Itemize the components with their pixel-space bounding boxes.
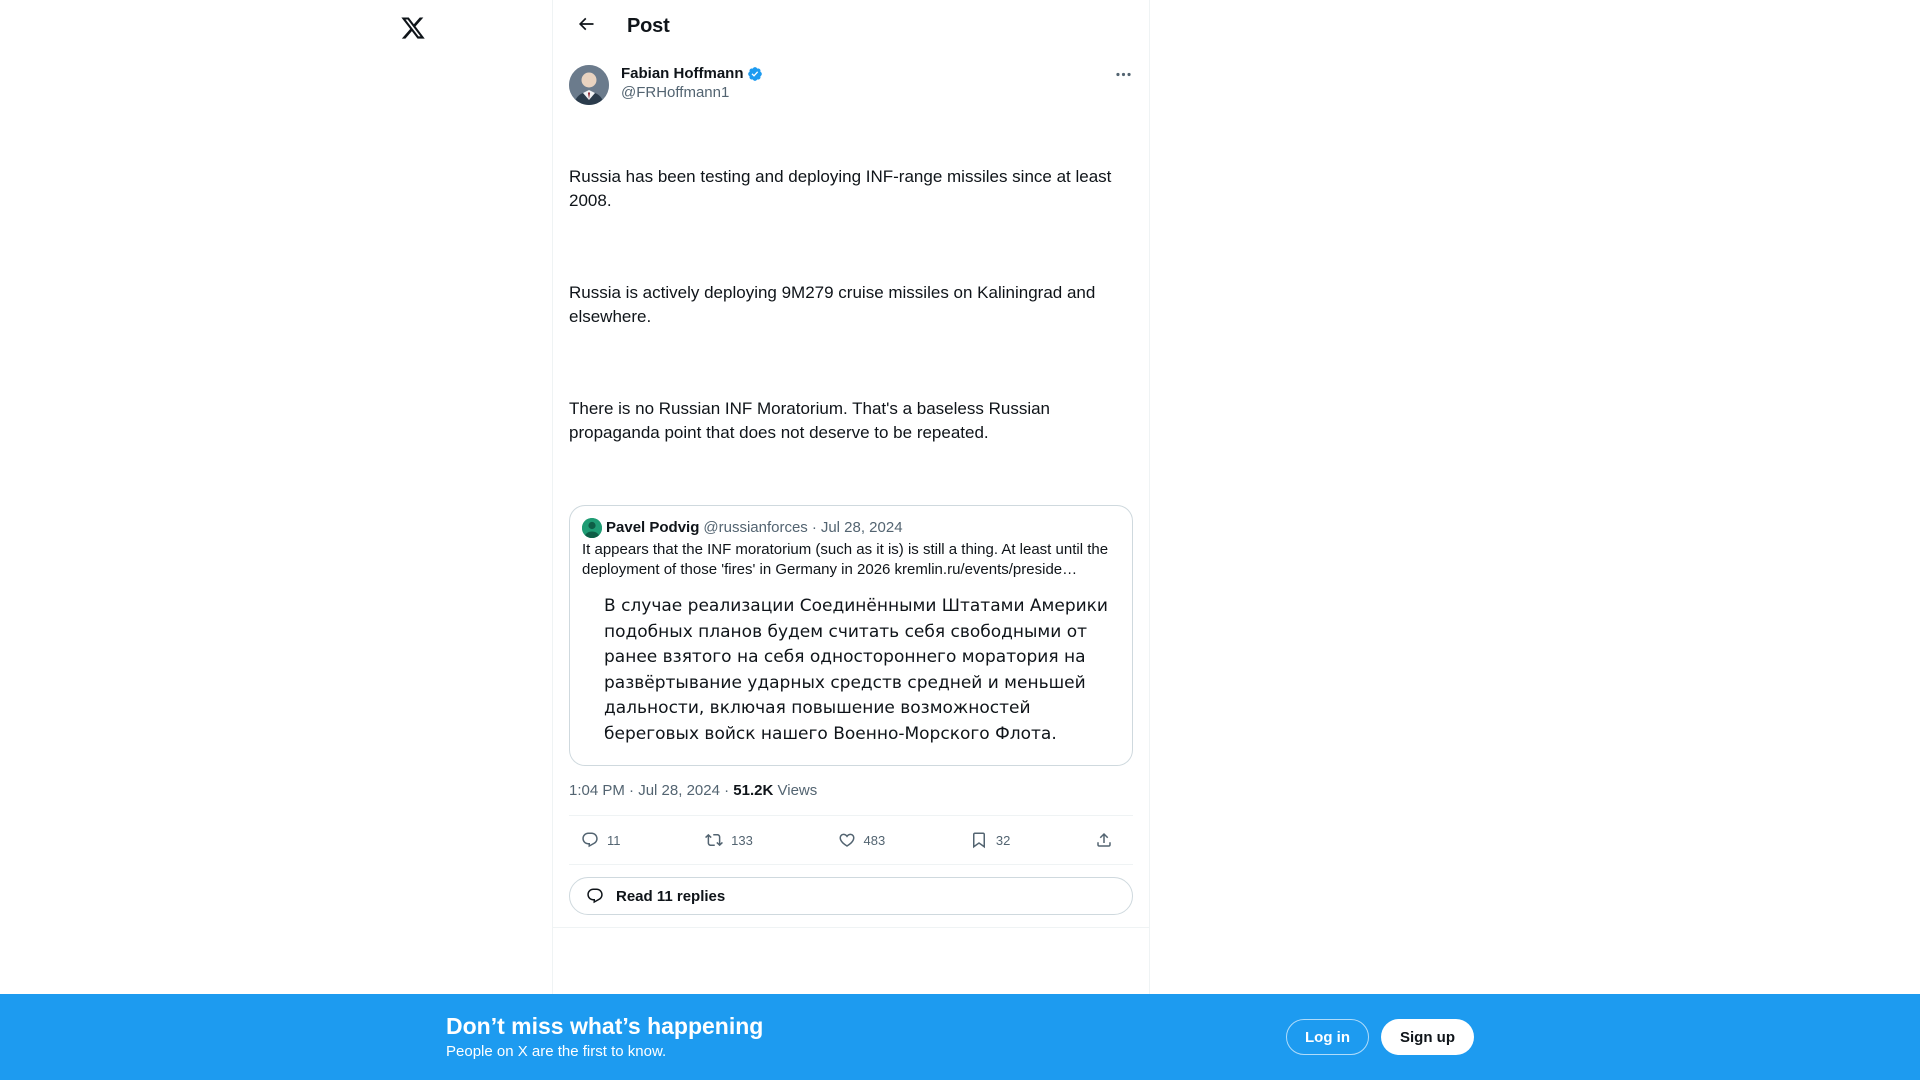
tweet-meta [569,766,1133,799]
reply-button[interactable] [575,823,627,857]
speech-bubble-icon [586,887,604,905]
x-logo-icon[interactable] [395,10,431,46]
banner-title: Don’t miss what’s happening [446,1013,764,1039]
tweet-date: Jul 28, 2024 [638,782,720,799]
login-button[interactable]: Log in [1286,1019,1369,1055]
quoted-separator: · [811,519,817,536]
bookmark-count: 32 [995,832,1011,848]
banner-subtitle: People on X are the first to know. [446,1043,667,1060]
quoted-tweet-text: It appears that the INF moratorium (such as it is) is still a thing. At least until the deployment of those 'fires' in Germany in 2026 kremlin.ru/events/preside… [582,541,1109,578]
quoted-tweet-image-text: В случае реализации Соединёнными Штатами Америки подобных планов будем считать себя свободными от ранее взятого на себя одностороннего моратория на развёртывание ударных средств средней и меньшей дальности, включая повышение возможностей береговых войск нашего Военно-Морского Флота. [582,592,1120,753]
author-block[interactable] [621,65,1099,102]
tweet-actions [569,816,1133,864]
quoted-author-name: Pavel Podvig [606,519,700,536]
bookmark-icon [970,831,988,849]
quoted-avatar [582,518,602,538]
share-button[interactable] [1089,823,1127,857]
tweet-author-row [569,65,1133,105]
quoted-tweet-header [570,506,1132,538]
reply-icon [581,831,599,849]
reply-count: 11 [607,832,621,848]
verified-badge-icon [747,66,763,82]
author-handle: @FRHoffmann1 [621,84,730,101]
tweet-text [569,117,1133,493]
more-options-icon[interactable] [1099,65,1133,85]
avatar[interactable] [569,65,609,105]
tweet-paragraph: Russia has been testing and deploying INF-range missiles since at least 2008. [569,167,1117,210]
quoted-author-handle: @russianforces [703,519,808,536]
heart-icon [838,831,856,849]
signup-button[interactable]: Sign up [1381,1019,1474,1055]
page-title: Post [627,15,670,37]
quoted-tweet[interactable] [569,505,1133,766]
left-sidebar [0,0,552,1080]
bottom-divider [553,927,1149,928]
share-icon [1095,831,1113,849]
signup-banner [0,994,1920,1080]
arrow-left-icon [576,14,596,39]
views-count: 51.2K [733,782,774,799]
banner-text [446,1012,763,1062]
read-replies-label: Read 11 replies [616,887,726,905]
author-name-row [621,65,1099,83]
main-column [552,0,1150,1080]
like-count: 483 [863,832,886,848]
post-header [553,0,1149,53]
meta-separator: · [724,782,730,799]
tweet-paragraph: There is no Russian INF Moratorium. That's a baseless Russian propaganda point that does not deserve to be repeated. [569,399,1055,442]
read-replies-button[interactable] [569,877,1133,915]
quoted-date: Jul 28, 2024 [820,519,903,536]
meta-separator: · [629,782,635,799]
tweet-time: 1:04 PM [569,782,625,799]
views-label: Views [777,782,818,799]
like-button[interactable] [832,823,892,857]
back-button[interactable] [569,10,603,44]
banner-buttons [1286,1019,1474,1055]
retweet-icon [705,831,723,849]
author-name: Fabian Hoffmann [621,65,744,82]
tweet-detail [553,53,1149,915]
tweet-paragraph: Russia is actively deploying 9M279 cruise missiles on Kaliningrad and elsewhere. [569,283,1101,326]
retweet-count: 133 [731,832,753,848]
retweet-button[interactable] [699,823,759,857]
bookmark-button[interactable] [964,823,1016,857]
